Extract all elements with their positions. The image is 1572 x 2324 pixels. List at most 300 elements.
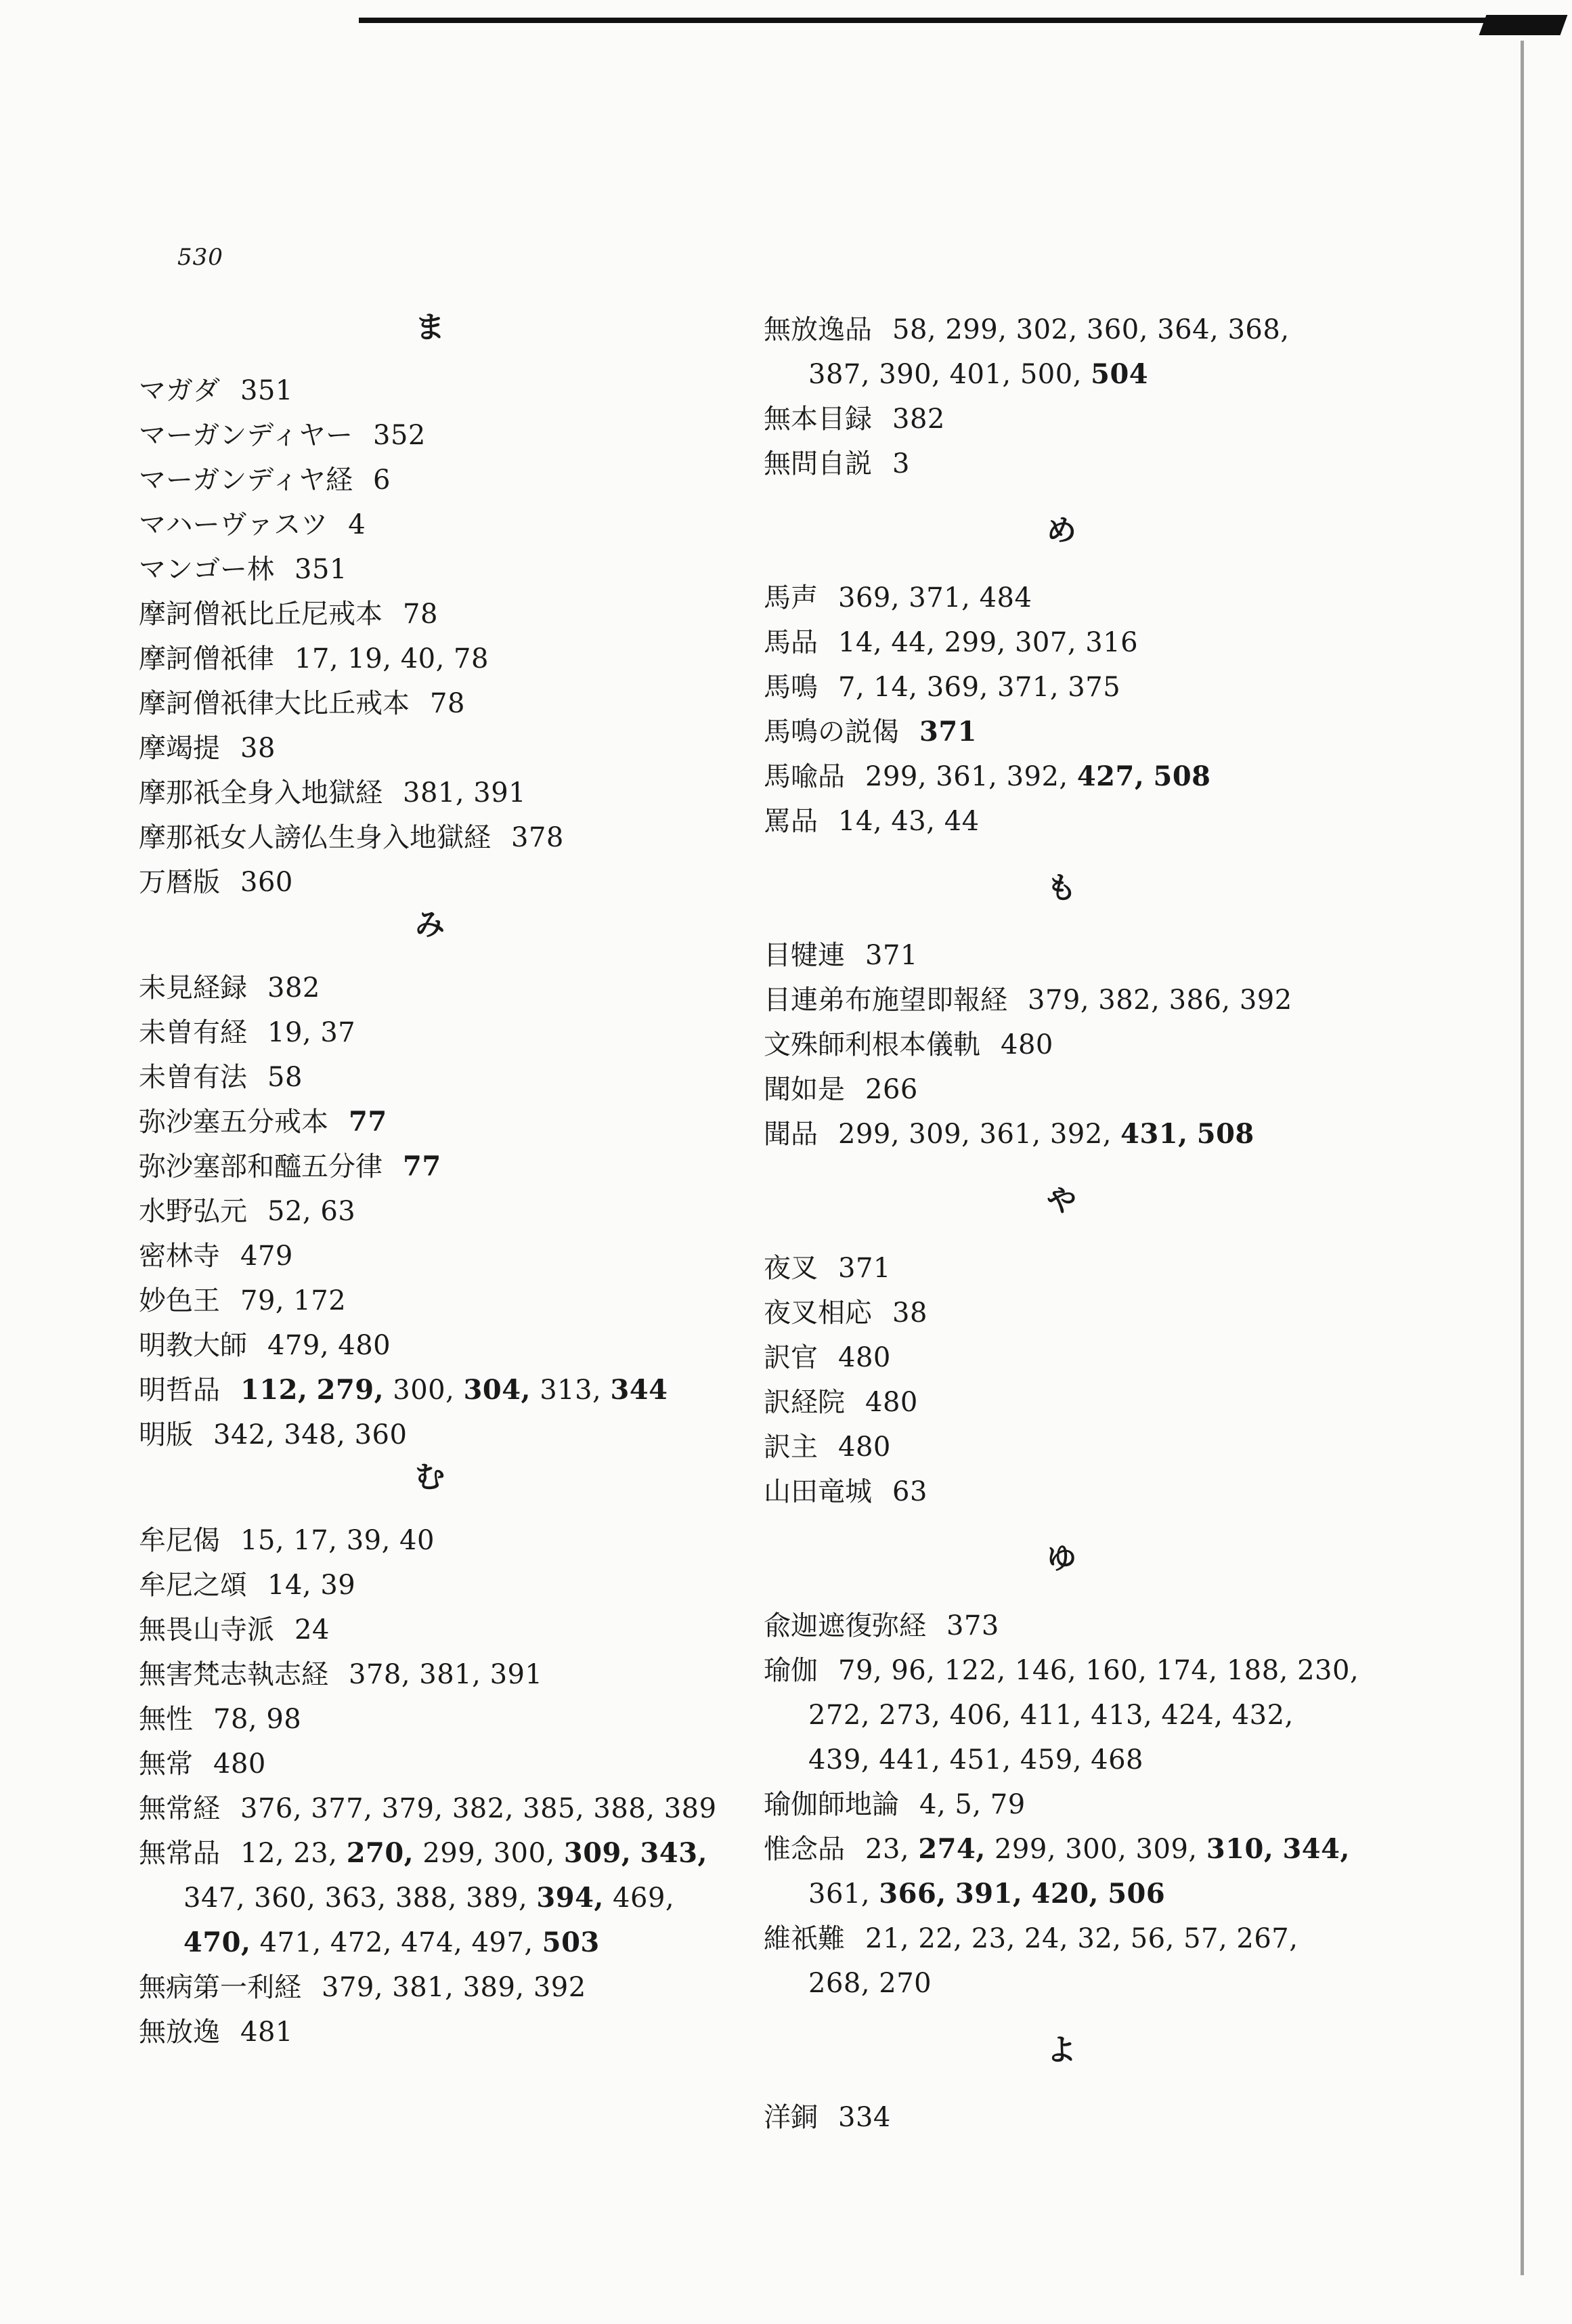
index-term: 文殊師利根本儀軌 bbox=[764, 1029, 980, 1060]
page-ref: 500, bbox=[1020, 359, 1082, 390]
section-heading: も bbox=[1047, 871, 1076, 905]
page-edge-shadow bbox=[1521, 41, 1524, 2275]
page-ref: 378 bbox=[511, 822, 564, 853]
page-ref: 360 bbox=[240, 867, 293, 898]
page-refs bbox=[240, 1241, 293, 1272]
index-column-right bbox=[764, 307, 1359, 2140]
index-entry bbox=[764, 1246, 1359, 1291]
page-ref: 44 bbox=[944, 806, 980, 837]
page-ref-bold: 420, bbox=[1031, 1878, 1099, 1910]
index-term: 無常品 bbox=[139, 1838, 220, 1869]
page-refs bbox=[240, 2017, 293, 2048]
index-term: 妙色王 bbox=[139, 1285, 220, 1316]
index-entry bbox=[764, 1782, 1359, 1827]
page-ref: 272, bbox=[808, 1700, 871, 1731]
page-ref: 387, bbox=[808, 359, 871, 390]
index-entry bbox=[139, 502, 721, 547]
index-term: 無害梵志執志経 bbox=[139, 1659, 328, 1690]
page-ref-bold: 371 bbox=[919, 716, 977, 748]
index-term: 瑜伽 bbox=[764, 1655, 818, 1686]
page-refs bbox=[322, 1972, 586, 2003]
index-entry bbox=[764, 1916, 1359, 2006]
page-ref-bold: 343, bbox=[640, 1837, 707, 1869]
page-ref: 307, bbox=[1014, 627, 1077, 658]
index-entry bbox=[764, 1067, 1359, 1112]
index-term: 弥沙塞五分戒本 bbox=[139, 1106, 328, 1138]
index-entry bbox=[764, 978, 1359, 1023]
page-ref: 58, bbox=[892, 314, 937, 345]
index-entry bbox=[764, 1648, 1359, 1782]
index-entry bbox=[139, 547, 721, 592]
page-ref: 309, bbox=[1135, 1834, 1198, 1865]
section-heading: ま bbox=[415, 310, 445, 345]
page-refs bbox=[267, 1196, 355, 1227]
section-heading: や bbox=[1047, 1184, 1076, 1218]
index-term: マハーヴァスツ bbox=[139, 509, 328, 540]
page-ref-bold: 508 bbox=[1153, 760, 1211, 792]
page-ref: 373 bbox=[946, 1610, 999, 1641]
index-entry bbox=[139, 592, 721, 637]
page-ref: 6 bbox=[373, 465, 391, 496]
page-ref: 5, bbox=[955, 1789, 982, 1820]
index-term: 兪迦遮復弥経 bbox=[764, 1610, 926, 1641]
page-ref: 299, bbox=[994, 1834, 1057, 1865]
page-ref: 24 bbox=[294, 1614, 330, 1645]
page-ref: 24, bbox=[1024, 1923, 1069, 1954]
page-ref: 313, bbox=[540, 1375, 602, 1406]
page-ref: 389, bbox=[462, 1972, 525, 2003]
index-term: 明教大師 bbox=[139, 1330, 247, 1361]
page-ref: 392 bbox=[533, 1972, 586, 2003]
page-ref: 392, bbox=[1006, 761, 1068, 792]
page-refs bbox=[865, 1387, 918, 1418]
page-ref: 302, bbox=[1016, 314, 1078, 345]
page-ref: 79, bbox=[838, 1655, 883, 1686]
page-ref: 369, bbox=[926, 672, 988, 703]
index-term: 聞品 bbox=[764, 1119, 818, 1150]
index-term: 夜叉 bbox=[764, 1253, 818, 1284]
index-term: 未見経録 bbox=[139, 972, 247, 1004]
page-ref-bold: 112, bbox=[240, 1374, 308, 1406]
page-refs bbox=[240, 1525, 435, 1556]
page-refs bbox=[267, 1017, 355, 1048]
page-ref: 371 bbox=[838, 1253, 891, 1284]
page-ref: 17, bbox=[293, 1525, 338, 1556]
page-ref: 361, bbox=[979, 1119, 1041, 1150]
page-refs bbox=[838, 1342, 891, 1373]
page-refs bbox=[240, 733, 276, 764]
page-ref: 17, bbox=[294, 643, 339, 674]
page-ref: 39, bbox=[346, 1525, 391, 1556]
index-term: 無常経 bbox=[139, 1793, 220, 1824]
index-entry bbox=[139, 1831, 721, 1965]
page-ref: 43, bbox=[891, 806, 936, 837]
page-ref: 391 bbox=[489, 1659, 543, 1690]
page-ref: 32, bbox=[1077, 1923, 1122, 1954]
page-ref: 52, bbox=[267, 1196, 312, 1227]
page-refs bbox=[430, 688, 465, 719]
page-ref: 78 bbox=[403, 599, 438, 630]
page-ref: 19, bbox=[347, 643, 392, 674]
index-entry bbox=[139, 815, 721, 860]
index-term: 無問自説 bbox=[764, 448, 872, 479]
index-term: 馬声 bbox=[764, 582, 818, 614]
index-term: 山田竜城 bbox=[764, 1476, 872, 1507]
page-ref: 392, bbox=[1049, 1119, 1112, 1150]
index-term: 牟尼偈 bbox=[139, 1525, 220, 1556]
page-refs bbox=[838, 1432, 891, 1463]
page-ref: 348, bbox=[284, 1419, 346, 1450]
page-refs bbox=[267, 1330, 391, 1361]
page-ref: 439, bbox=[808, 1744, 871, 1776]
index-term: 無病第一利経 bbox=[139, 1972, 301, 2003]
page-refs bbox=[919, 1789, 1026, 1820]
page-ref: 37 bbox=[320, 1017, 356, 1048]
page-ref: 401, bbox=[949, 359, 1011, 390]
index-entry bbox=[139, 2010, 721, 2054]
index-entry bbox=[764, 442, 1359, 486]
index-entry bbox=[139, 1100, 721, 1144]
page-ref-bold: 503 bbox=[542, 1927, 600, 1958]
page-ref: 377, bbox=[311, 1793, 373, 1824]
page-ref-bold: 394, bbox=[536, 1882, 604, 1914]
page-ref: 468 bbox=[1091, 1744, 1143, 1776]
page-ref: 299, bbox=[944, 627, 1006, 658]
page-ref: 351 bbox=[294, 554, 347, 585]
page-refs bbox=[348, 509, 366, 540]
index-entry bbox=[139, 1965, 721, 2010]
page-ref: 38 bbox=[240, 733, 276, 764]
page-refs bbox=[267, 972, 320, 1004]
index-entry bbox=[764, 933, 1359, 978]
page-ref: 451, bbox=[949, 1744, 1011, 1776]
index-entry bbox=[139, 458, 721, 502]
page-refs bbox=[294, 643, 489, 674]
index-entry bbox=[139, 726, 721, 771]
page-ref: 342, bbox=[213, 1419, 276, 1450]
page-ref: 309, bbox=[909, 1119, 971, 1150]
page-refs bbox=[838, 806, 980, 837]
page-ref: 273, bbox=[879, 1700, 941, 1731]
page-ref: 411, bbox=[1020, 1700, 1082, 1731]
page-ref: 270 bbox=[879, 1968, 932, 1999]
index-term: 水野弘元 bbox=[139, 1196, 247, 1227]
page-ref: 371, bbox=[909, 582, 971, 614]
page-ref: 474, bbox=[401, 1927, 463, 1958]
index-entry bbox=[139, 1786, 721, 1831]
page-ref: 63 bbox=[320, 1196, 356, 1227]
page-ref: 480 bbox=[838, 1432, 891, 1463]
page-ref: 299, bbox=[865, 761, 927, 792]
page-ref: 174, bbox=[1156, 1655, 1218, 1686]
index-entry bbox=[139, 1697, 721, 1742]
page-ref: 14, bbox=[838, 806, 883, 837]
page-refs bbox=[838, 1253, 891, 1284]
page-ref: 57, bbox=[1183, 1923, 1228, 1954]
page-ref: 78 bbox=[430, 688, 465, 719]
index-term: 摩訶僧祇比丘尼戒本 bbox=[139, 599, 383, 630]
page-ref: 351 bbox=[240, 375, 293, 406]
index-term: マーガンディヤー bbox=[139, 420, 353, 451]
page-ref: 469, bbox=[613, 1882, 675, 1914]
page-ref: 459, bbox=[1020, 1744, 1082, 1776]
page-ref: 497, bbox=[471, 1927, 533, 1958]
index-term: 馬鳴の説偈 bbox=[764, 716, 899, 748]
page-ref: 40, bbox=[400, 643, 445, 674]
page-ref: 96, bbox=[891, 1655, 936, 1686]
index-entry bbox=[139, 1189, 721, 1234]
page-ref: 381, bbox=[419, 1659, 481, 1690]
page-ref: 382 bbox=[267, 972, 320, 1004]
page-ref: 4 bbox=[348, 509, 366, 540]
section-heading: め bbox=[1047, 513, 1076, 548]
index-term: 馬鳴 bbox=[764, 672, 818, 703]
page-refs bbox=[267, 1570, 355, 1601]
index-term: 無放逸 bbox=[139, 2017, 220, 2048]
page-refs bbox=[403, 1151, 441, 1182]
index-term: 明哲品 bbox=[139, 1375, 220, 1406]
page-ref: 188, bbox=[1226, 1655, 1288, 1686]
page-ref: 376, bbox=[240, 1793, 303, 1824]
index-term: 訳主 bbox=[764, 1432, 818, 1463]
index-entry bbox=[139, 637, 721, 681]
index-entry bbox=[764, 754, 1359, 799]
index-entry bbox=[139, 771, 721, 815]
page-refs bbox=[919, 716, 977, 748]
page-ref: 266 bbox=[865, 1074, 918, 1105]
page-ref: 382, bbox=[452, 1793, 514, 1824]
page-ref-bold: 344 bbox=[610, 1374, 668, 1406]
page-refs bbox=[349, 1659, 542, 1690]
page-ref: 334 bbox=[838, 2102, 891, 2133]
page-ref: 361, bbox=[936, 761, 998, 792]
page-ref: 79, bbox=[240, 1285, 285, 1316]
index-term: 訳官 bbox=[764, 1342, 818, 1373]
index-term: 無本目録 bbox=[764, 404, 872, 435]
page-ref: 432, bbox=[1231, 1700, 1294, 1731]
page-ref: 484 bbox=[979, 582, 1032, 614]
page-refs bbox=[808, 1834, 1359, 1910]
index-entry bbox=[764, 397, 1359, 442]
index-entry bbox=[139, 1055, 721, 1100]
page-ref: 480 bbox=[338, 1330, 391, 1361]
page-ref: 39 bbox=[320, 1570, 356, 1601]
page-ref: 371 bbox=[865, 940, 918, 971]
page-refs bbox=[1001, 1029, 1053, 1060]
page-refs bbox=[294, 554, 347, 585]
section-heading: み bbox=[415, 907, 445, 942]
index-term: 摩竭提 bbox=[139, 733, 220, 764]
index-term: 牟尼之頌 bbox=[139, 1570, 247, 1601]
page-refs bbox=[808, 1655, 1368, 1776]
page-ref-bold: 309, bbox=[563, 1837, 632, 1869]
index-entry bbox=[139, 1742, 721, 1786]
index-term: 無畏山寺派 bbox=[139, 1614, 274, 1645]
page-number: 530 bbox=[177, 244, 223, 271]
page-ref: 14, bbox=[873, 672, 918, 703]
page-ref: 19, bbox=[267, 1017, 312, 1048]
page-refs bbox=[213, 1704, 301, 1735]
index-term: 聞如是 bbox=[764, 1074, 845, 1105]
index-entry bbox=[764, 307, 1359, 397]
page-refs bbox=[240, 867, 293, 898]
index-entry bbox=[139, 1518, 721, 1563]
index-entry bbox=[139, 1010, 721, 1055]
page-ref: 4, bbox=[919, 1789, 946, 1820]
index-term: 未曽有経 bbox=[139, 1017, 247, 1048]
page-ref: 480 bbox=[1001, 1029, 1053, 1060]
page-ref: 386, bbox=[1169, 985, 1231, 1016]
index-column-left bbox=[139, 307, 721, 2054]
index-entry bbox=[139, 1652, 721, 1697]
top-rule-corner bbox=[1479, 15, 1568, 35]
page-ref: 160, bbox=[1085, 1655, 1148, 1686]
page-ref: 300, bbox=[393, 1375, 455, 1406]
index-term: マガダ bbox=[139, 375, 220, 406]
page-ref: 441, bbox=[879, 1744, 941, 1776]
page-ref-bold: 506 bbox=[1108, 1878, 1166, 1910]
index-entry bbox=[764, 1827, 1359, 1916]
index-term: 目連弟布施望即報経 bbox=[764, 985, 1007, 1016]
page-ref: 58 bbox=[267, 1062, 303, 1093]
page-refs bbox=[892, 448, 910, 479]
page-ref: 480 bbox=[213, 1748, 266, 1780]
page-ref: 360 bbox=[354, 1419, 408, 1450]
page-refs bbox=[808, 1923, 1307, 1999]
index-term: 無放逸品 bbox=[764, 314, 872, 345]
page-ref: 413, bbox=[1091, 1700, 1153, 1731]
index-entry bbox=[764, 2095, 1359, 2140]
page-ref-bold: 279, bbox=[316, 1374, 385, 1406]
page-ref: 471, bbox=[259, 1927, 322, 1958]
page-ref: 3 bbox=[892, 448, 910, 479]
page-ref-bold: 77 bbox=[349, 1106, 387, 1138]
index-term: 無常 bbox=[139, 1748, 193, 1780]
page-ref: 78 bbox=[454, 643, 489, 674]
section-heading: よ bbox=[1047, 2033, 1076, 2067]
page-ref: 79 bbox=[990, 1789, 1026, 1820]
page-ref: 299, bbox=[422, 1838, 485, 1869]
page-ref: 56, bbox=[1130, 1923, 1175, 1954]
page-ref: 22, bbox=[918, 1923, 963, 1954]
index-entry bbox=[764, 1335, 1359, 1380]
index-entry bbox=[764, 576, 1359, 620]
index-term: 罵品 bbox=[764, 806, 818, 837]
index-entry bbox=[139, 1608, 721, 1652]
index-entry bbox=[764, 1291, 1359, 1335]
index-entry bbox=[139, 1144, 721, 1189]
index-entry bbox=[764, 1469, 1359, 1514]
page-ref: 472, bbox=[330, 1927, 392, 1958]
page-refs bbox=[373, 465, 391, 496]
page-ref: 391 bbox=[473, 777, 527, 809]
index-term: 維祇難 bbox=[764, 1923, 845, 1954]
index-term: 馬品 bbox=[764, 627, 818, 658]
index-entry bbox=[764, 1604, 1359, 1648]
index-term: 目犍連 bbox=[764, 940, 845, 971]
page-ref: 23, bbox=[293, 1838, 338, 1869]
index-entry bbox=[139, 1323, 721, 1368]
index-entry bbox=[764, 799, 1359, 844]
page-refs bbox=[213, 1419, 407, 1450]
page-ref: 479 bbox=[240, 1241, 293, 1272]
page-ref: 299, bbox=[838, 1119, 900, 1150]
page-refs bbox=[808, 314, 1298, 390]
index-entry bbox=[764, 1425, 1359, 1469]
index-entry bbox=[764, 1023, 1359, 1067]
page-ref: 23, bbox=[865, 1834, 910, 1865]
page-ref: 381, bbox=[403, 777, 465, 809]
page-ref-bold: 366, bbox=[879, 1878, 946, 1910]
page-ref: 406, bbox=[949, 1700, 1011, 1731]
index-term: 明版 bbox=[139, 1419, 193, 1450]
page-ref: 364, bbox=[1157, 314, 1219, 345]
page-refs bbox=[865, 940, 918, 971]
index-entry bbox=[139, 1563, 721, 1608]
page-refs bbox=[892, 1476, 927, 1507]
page-ref: 480 bbox=[865, 1387, 918, 1418]
index-entry bbox=[139, 413, 721, 458]
page-ref: 480 bbox=[838, 1342, 891, 1373]
page-ref-bold: 391, bbox=[955, 1878, 1023, 1910]
index-entry bbox=[764, 1380, 1359, 1425]
page-ref-bold: 508 bbox=[1196, 1118, 1254, 1150]
page-ref: 63 bbox=[892, 1476, 927, 1507]
index-term: 瑜伽師地論 bbox=[764, 1789, 899, 1820]
page-ref: 172 bbox=[293, 1285, 347, 1316]
index-entry bbox=[139, 1368, 721, 1413]
page-ref: 40 bbox=[399, 1525, 435, 1556]
page-ref: 368, bbox=[1227, 314, 1290, 345]
page-ref: 44, bbox=[891, 627, 936, 658]
page-refs bbox=[838, 582, 1032, 614]
page-ref: 363, bbox=[324, 1882, 387, 1914]
index-entry bbox=[139, 368, 721, 413]
index-entry bbox=[139, 1278, 721, 1323]
page-ref: 379, bbox=[1028, 985, 1090, 1016]
page-refs bbox=[892, 1297, 927, 1329]
page-ref: 379, bbox=[322, 1972, 384, 2003]
page-ref: 267, bbox=[1236, 1923, 1298, 1954]
page-ref: 379, bbox=[381, 1793, 443, 1824]
index-entry bbox=[139, 1234, 721, 1278]
page-ref: 7, bbox=[838, 672, 865, 703]
index-term: 未曽有法 bbox=[139, 1062, 247, 1093]
page-refs bbox=[892, 404, 945, 435]
index-entry bbox=[764, 665, 1359, 710]
page-ref: 300, bbox=[1065, 1834, 1127, 1865]
page-ref: 389 bbox=[663, 1793, 717, 1824]
page-ref: 299, bbox=[945, 314, 1007, 345]
page-ref-bold: 274, bbox=[918, 1833, 986, 1865]
page-ref: 392 bbox=[1239, 985, 1292, 1016]
page-refs bbox=[349, 1106, 387, 1138]
page-refs bbox=[240, 1375, 668, 1406]
section-heading: む bbox=[415, 1460, 445, 1494]
page-ref: 375 bbox=[1068, 672, 1121, 703]
page-refs bbox=[865, 1074, 918, 1105]
page-ref: 388, bbox=[593, 1793, 655, 1824]
page-refs bbox=[865, 761, 1210, 792]
page-ref: 98 bbox=[266, 1704, 302, 1735]
page-ref: 371, bbox=[997, 672, 1060, 703]
page-refs bbox=[240, 375, 293, 406]
page-ref: 12, bbox=[240, 1838, 285, 1869]
page-ref: 382, bbox=[1098, 985, 1160, 1016]
page-ref: 360, bbox=[1086, 314, 1148, 345]
page-ref: 78, bbox=[213, 1704, 258, 1735]
page-refs bbox=[946, 1610, 999, 1641]
